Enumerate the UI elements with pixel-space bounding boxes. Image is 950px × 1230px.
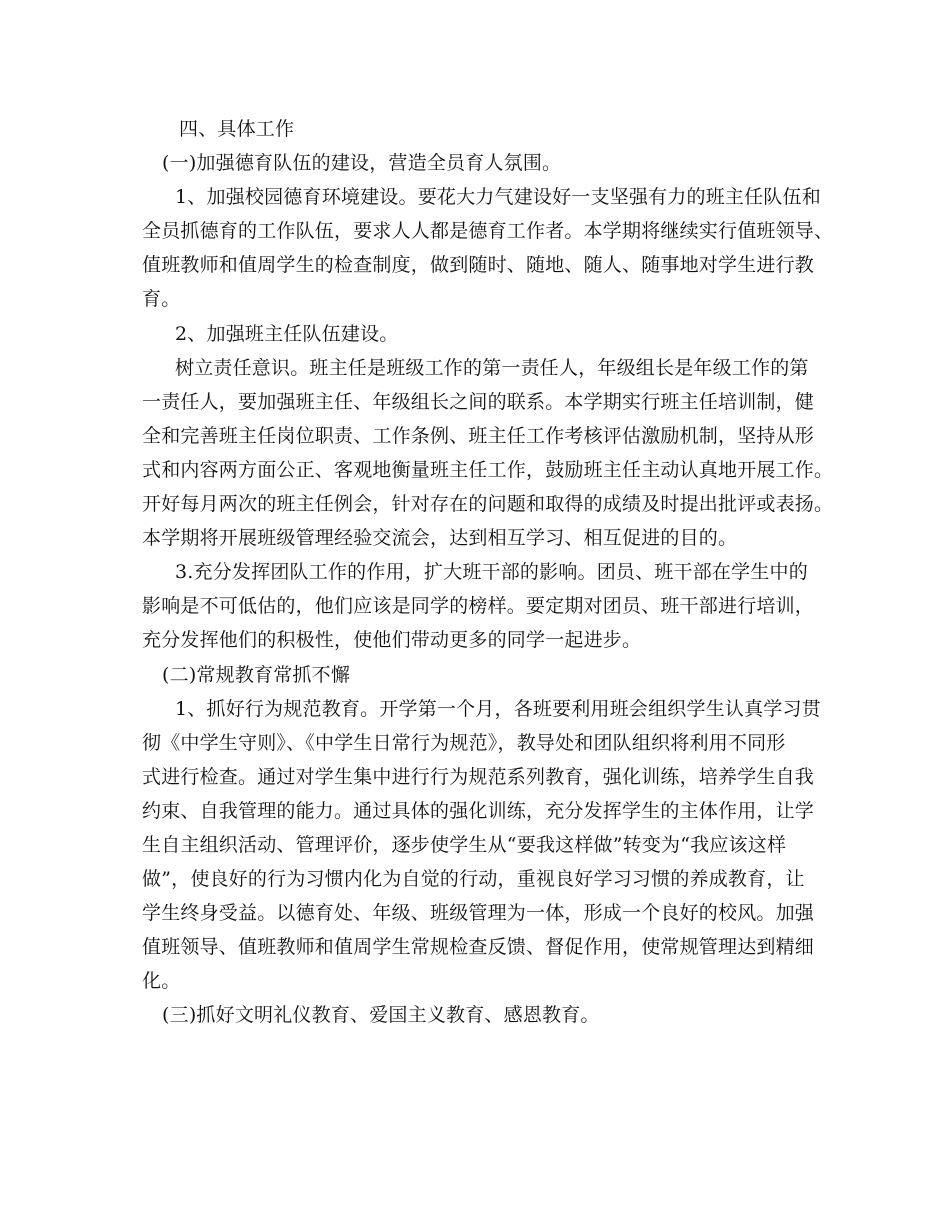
paragraph-line: 育。 [142,288,181,311]
paragraph-line: 1、抓好行为规范教育。开学第一个月，各班要利用班会组织学生认真学习贯 [175,697,821,720]
paragraph-line: 开好每月两次的班主任例会，针对存在的问题和取得的成绩及时提出批评或表扬。 [142,493,834,516]
paragraph-line: 学生终身受益。以德育处、年级、班级管理为一体，形成一个良好的校风。加强 [142,902,815,925]
paragraph-line: 充分发挥他们的积极性，使他们带动更多的同学一起进步。 [142,629,642,652]
paragraph-line: 彻《中学生守则》、《中学生日常行为规范》，教导处和团队组织将利用不同形 [142,731,786,754]
paragraph-line: 树立责任意识。班主任是班级工作的第一责任人，年级组长是年级工作的第 [175,356,809,379]
paragraph-line: 全员抓德育的工作队伍，要求人人都是德育工作者。本学期将继续实行值班领导、 [142,220,834,243]
paragraph-line: 本学期将开展班级管理经验交流会，达到相互学习、相互促进的目的。 [142,527,738,550]
paragraph-line: 影响是不可低估的，他们应该是同学的榜样。要定期对团员、班干部进行培训， [142,595,815,618]
paragraph-line: 做”，使良好的行为习惯内化为自觉的行动，重视良好学习习惯的养成教育，让 [142,868,805,891]
paragraph-line: 约束、自我管理的能力。通过具体的强化训练，充分发挥学生的主体作用，让学 [142,799,815,822]
paragraph-line: 值班教师和值周学生的检查制度，做到随时、随地、随人、随事地对学生进行教 [142,254,815,277]
paragraph-line: 化。 [142,970,181,993]
subsection-heading: (二)常规教育常抓不懈 [162,663,351,686]
paragraph-line: 1、加强校园德育环境建设。要花大力气建设好一支坚强有力的班主任队伍和 [175,186,821,209]
paragraph-line: 全和完善班主任岗位职责、工作条例、班主任工作考核评估激励机制，坚持从形 [142,424,815,447]
paragraph-line: 值班领导、值班教师和值周学生常规检查反馈、督促作用，使常规管理达到精细 [142,936,815,959]
document-page [142,112,834,1033]
paragraph-line: 2、加强班主任队伍建设。 [175,322,399,345]
paragraph-line: 式和内容两方面公正、客观地衡量班主任工作，鼓励班主任主动认真地开展工作。 [142,458,834,481]
paragraph-line: 生自主组织活动、管理评价，逐步使学生从“要我这样做”转变为“我应该这样 [142,833,787,856]
section-heading: 四、具体工作 [179,118,295,140]
paragraph-line: 一责任人，要加强班主任、年级组长之间的联系。本学期实行班主任培训制，健 [142,390,815,413]
paragraph-line: 3.充分发挥团队工作的作用，扩大班干部的影响。团员、班干部在学生中的 [175,561,808,584]
subsection-heading: (一)加强德育队伍的建设，营造全员育人氛围。 [162,152,562,175]
subsection-heading: (三)抓好文明礼仪教育、爱国主义教育、感恩教育。 [162,1004,600,1027]
paragraph-line: 式进行检查。通过对学生集中进行行为规范系列教育，强化训练，培养学生自我 [142,765,815,788]
